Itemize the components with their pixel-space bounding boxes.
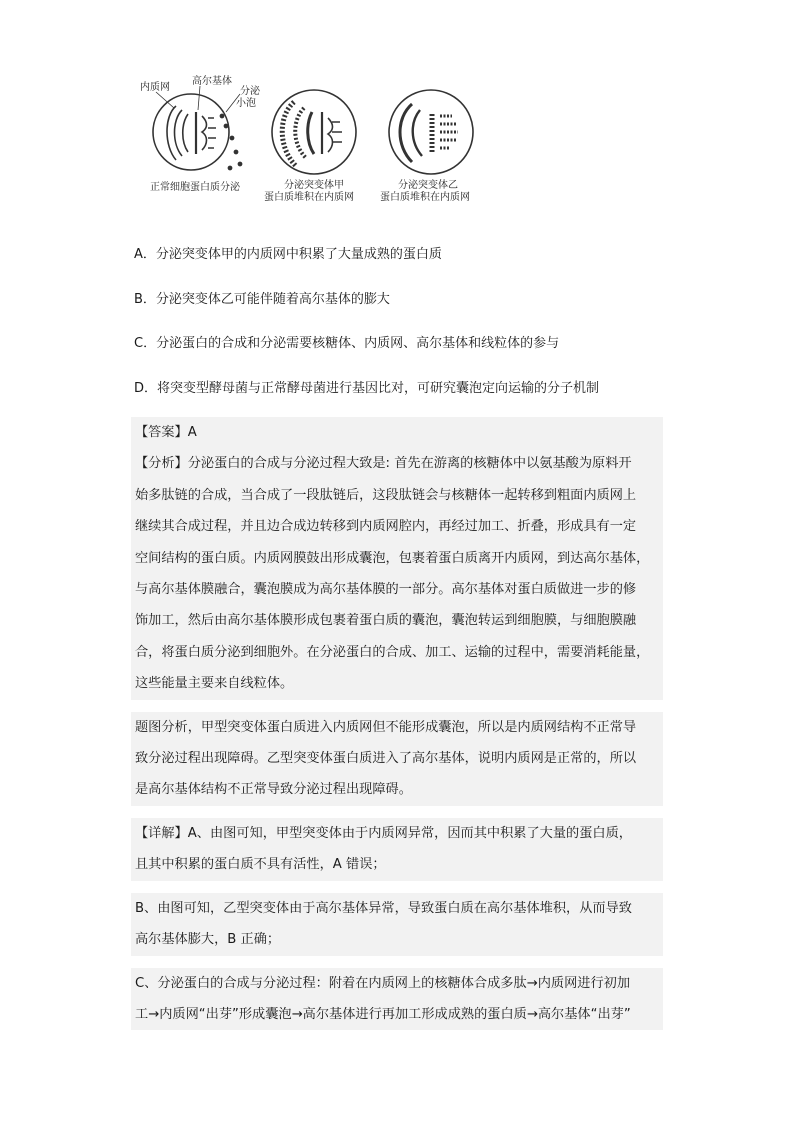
- caption-mutant-a-1: 分泌突变体甲: [284, 180, 344, 191]
- detail-b-paragraph: [131, 893, 663, 956]
- figure-analysis-paragraph: [131, 712, 663, 806]
- caption-mutant-b-2: 蛋白质堆积在内质网: [380, 192, 470, 203]
- detail-c-line: C、分泌蛋白的合成与分泌过程：附着在内质网上的核糖体合成多肽→内质网进行初加: [135, 975, 631, 991]
- mutant-a-cell-drawing: [272, 90, 356, 174]
- paragraph-gap: [131, 806, 663, 818]
- analysis-line: 空间结构的蛋白质。内质网膜鼓出形成囊泡，包裹着蛋白质离开内质网，到达高尔基体，: [135, 550, 650, 566]
- figure-analysis-line: 是高尔基体结构不正常导致分泌过程出现障碍。: [135, 782, 412, 798]
- analysis-line: 继续其合成过程，并且边合成边转移到内质网腔内，再经过加工、折叠，形成具有一定: [135, 519, 637, 535]
- caption-mutant-b-1: 分泌突变体乙: [398, 180, 458, 191]
- label-er: 内质网: [140, 82, 170, 93]
- detail-a-line: 且其中积累的蛋白质不具有活性，A 错误；: [135, 857, 386, 873]
- answer-options: [134, 244, 694, 422]
- caption-mutant-a-2: 蛋白质堆积在内质网: [264, 192, 354, 203]
- answer-explanation: [131, 417, 663, 1030]
- paragraph-gap: [131, 881, 663, 893]
- label-vesicle-1: 分泌: [240, 86, 260, 97]
- detail-b-line: 高尔基体膨大，B 正确；: [135, 932, 281, 948]
- detail-c-line: 工→内质网“出芽”形成囊泡→高尔基体进行再加工形成成熟的蛋白质→高尔基体“出芽”: [135, 1006, 631, 1022]
- detail-a-line: 【详解】A、由图可知，甲型突变体由于内质网异常，因而其中积累了大量的蛋白质，: [135, 825, 632, 841]
- detail-b-line: B、由图可知，乙型突变体由于高尔基体异常，导致蛋白质在高尔基体堆积，从而导致: [135, 900, 632, 916]
- paragraph-gap: [131, 700, 663, 712]
- option-c: C．分泌蛋白的合成和分泌需要核糖体、内质网、高尔基体和线粒体的参与: [134, 336, 560, 351]
- analysis-line: 饰加工，然后由高尔基体膜形成包裹着蛋白质的囊泡，囊泡转运到细胞膜，与细胞膜融: [135, 613, 637, 629]
- paragraph-gap: [131, 956, 663, 968]
- analysis-line: 这些能量主要来自线粒体。: [135, 676, 294, 692]
- cell-secretion-figure: [136, 72, 496, 212]
- figure-analysis-line: 致分泌过程出现障碍。乙型突变体蛋白质进入了高尔基体，说明内质网是正常的，所以: [135, 751, 637, 767]
- option-d: D．将突变型酵母菌与正常酵母菌进行基因比对，可研究囊泡定向运输的分子机制: [134, 380, 600, 396]
- analysis-line: 与高尔基体膜融合，囊泡膜成为高尔基体膜的一部分。高尔基体对蛋白质做进一步的修: [135, 582, 637, 598]
- option-a: A．分泌突变体甲的内质网中积累了大量成熟的蛋白质: [134, 247, 442, 262]
- mutant-b-cell-drawing: [389, 90, 473, 174]
- figure-analysis-line: 题图分析，甲型突变体蛋白质进入内质网但不能形成囊泡，所以是内质网结构不正常导: [135, 719, 637, 735]
- detail-a-paragraph: [131, 818, 663, 881]
- analysis-line: 【分析】分泌蛋白的合成与分泌过程大致是: 首先在游离的核糖体中以氨基酸为原料开: [135, 456, 632, 472]
- analysis-paragraph: [131, 448, 663, 699]
- normal-cell-drawing: [153, 86, 242, 170]
- answer-line: 【答案】A: [135, 425, 197, 440]
- detail-c-paragraph: [131, 968, 663, 1031]
- analysis-line: 合，将蛋白质分泌到细胞外。在分泌蛋白的合成、加工、运输的过程中，需要消耗能量，: [135, 644, 650, 660]
- option-b: B．分泌突变体乙可能伴随着高尔基体的膨大: [134, 291, 390, 307]
- analysis-line: 始多肽链的合成，当合成了一段肽链后，这段肽链会与核糖体一起转移到粗面内质网上: [135, 487, 637, 503]
- label-golgi: 高尔基体: [192, 76, 232, 87]
- caption-normal: 正常细胞蛋白质分泌: [150, 182, 240, 193]
- label-vesicle-2: 小泡: [236, 98, 256, 109]
